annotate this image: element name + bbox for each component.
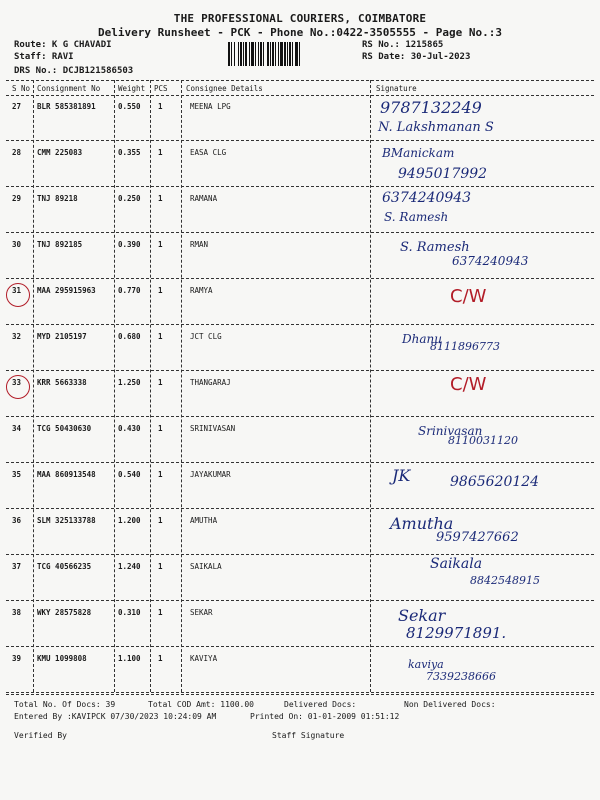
row-signature-phone: 6374240943 bbox=[452, 254, 529, 268]
row-sno: 28 bbox=[12, 148, 22, 157]
red-circle-mark bbox=[6, 283, 30, 307]
row-sno: 29 bbox=[12, 194, 22, 203]
row-weight: 1.100 bbox=[118, 654, 141, 663]
row-weight: 0.680 bbox=[118, 332, 141, 341]
row-consignment-no: WKY 28575828 bbox=[37, 608, 92, 617]
row-consignee: RMAN bbox=[190, 240, 209, 249]
row-consignment-no: TNJ 89218 bbox=[37, 194, 78, 203]
row-signature: kaviya bbox=[408, 658, 444, 671]
row-signature-phone: 9865620124 bbox=[450, 474, 540, 490]
row-sno: 35 bbox=[12, 470, 22, 479]
row-signature-phone: 7339238666 bbox=[426, 670, 496, 683]
barcode-bar bbox=[270, 42, 271, 66]
row-signature-red: C/W bbox=[450, 286, 487, 307]
row-separator bbox=[6, 508, 594, 509]
row-weight: 1.200 bbox=[118, 516, 141, 525]
barcode-bar bbox=[295, 42, 298, 66]
row-signature-phone: 9495017992 bbox=[398, 166, 488, 182]
row-consignment-no: KRR 5663338 bbox=[37, 378, 87, 387]
row-consignee: EASA CLG bbox=[190, 148, 227, 157]
row-weight: 0.550 bbox=[118, 102, 141, 111]
runsheet-subtitle: Delivery Runsheet - PCK - Phone No.:0422-3505555 - Page No.:3 bbox=[98, 26, 502, 39]
row-separator bbox=[6, 416, 594, 417]
row-separator bbox=[6, 140, 594, 141]
barcode-bar bbox=[231, 42, 232, 66]
row-consignment-no: KMU 1099808 bbox=[37, 654, 87, 663]
col-header-sno: S No bbox=[12, 84, 31, 93]
col-header-weight: Weight bbox=[118, 84, 146, 93]
barcode-bar bbox=[240, 42, 242, 66]
row-consignee: RAMANA bbox=[190, 194, 218, 203]
barcode-bar bbox=[243, 42, 244, 66]
row-signature: JK bbox=[392, 466, 411, 485]
row-pcs: 1 bbox=[158, 654, 163, 663]
barcode-bar bbox=[299, 42, 300, 66]
row-signature: Saikala bbox=[430, 556, 483, 572]
col-header-signature: Signature bbox=[376, 84, 417, 93]
row-separator bbox=[6, 232, 594, 233]
barcode-bar bbox=[263, 42, 264, 66]
row-pcs: 1 bbox=[158, 240, 163, 249]
barcode-bar bbox=[251, 42, 254, 66]
staff-label: Staff: RAVI bbox=[14, 52, 74, 62]
barcode-bar bbox=[278, 42, 279, 66]
barcode-bar bbox=[260, 42, 262, 66]
barcode-bar bbox=[258, 42, 259, 66]
row-consignee: AMUTHA bbox=[190, 516, 218, 525]
table-top-rule bbox=[6, 80, 594, 81]
row-sno: 39 bbox=[12, 654, 22, 663]
row-signature-phone: 8111896773 bbox=[430, 340, 500, 353]
row-separator bbox=[6, 370, 594, 371]
row-signature: 6374240943 bbox=[382, 190, 472, 206]
barcode-bar bbox=[272, 42, 274, 66]
row-signature: Srinivasan bbox=[418, 424, 483, 438]
row-consignee: JAYAKUMAR bbox=[190, 470, 231, 479]
barcode-bar bbox=[249, 42, 250, 66]
barcode-bar bbox=[284, 42, 286, 66]
row-consignee: SAIKALA bbox=[190, 562, 222, 571]
col-header-consignee: Consignee Details bbox=[186, 84, 263, 93]
row-weight: 0.430 bbox=[118, 424, 141, 433]
row-pcs: 1 bbox=[158, 194, 163, 203]
barcode-bar bbox=[287, 42, 288, 66]
row-sno: 34 bbox=[12, 424, 22, 433]
row-consignment-no: TCG 40566235 bbox=[37, 562, 92, 571]
row-weight: 0.250 bbox=[118, 194, 141, 203]
barcode-bar bbox=[267, 42, 269, 66]
row-signature-phone: 8129971891. bbox=[406, 624, 507, 642]
row-sno: 30 bbox=[12, 240, 22, 249]
barcode-bar bbox=[228, 42, 230, 66]
row-weight: 1.250 bbox=[118, 378, 141, 387]
row-sno: 37 bbox=[12, 562, 22, 571]
row-consignee: SEKAR bbox=[190, 608, 213, 617]
company-title: THE PROFESSIONAL COURIERS, COIMBATORE bbox=[173, 12, 427, 25]
row-separator bbox=[6, 554, 594, 555]
row-signature-phone: N. Lakshmanan S bbox=[378, 120, 494, 135]
row-consignee: KAVIYA bbox=[190, 654, 218, 663]
row-consignee: SRINIVASAN bbox=[190, 424, 236, 433]
row-pcs: 1 bbox=[158, 516, 163, 525]
barcode-bar bbox=[275, 42, 276, 66]
row-consignment-no: MAA 860913548 bbox=[37, 470, 96, 479]
row-consignment-no: CMM 225083 bbox=[37, 148, 83, 157]
row-consignee: THANGARAJ bbox=[190, 378, 231, 387]
barcode-bar bbox=[292, 42, 293, 66]
row-consignee: JCT CLG bbox=[190, 332, 222, 341]
barcode-bar bbox=[289, 42, 291, 66]
red-circle-mark bbox=[6, 375, 30, 399]
row-signature: Amutha bbox=[390, 514, 454, 533]
row-pcs: 1 bbox=[158, 378, 163, 387]
col-header-pcs: PCS bbox=[154, 84, 168, 93]
barcode-bar bbox=[234, 42, 235, 66]
row-signature-phone: 8842548915 bbox=[470, 574, 540, 587]
row-weight: 0.390 bbox=[118, 240, 141, 249]
row-signature-phone: 9597427662 bbox=[436, 530, 519, 545]
row-sno: 38 bbox=[12, 608, 22, 617]
entered-by: Entered By :KAVIPCK 07/30/2023 10:24:09 AM bbox=[14, 712, 217, 721]
non-delivered-docs: Non Delivered Docs: bbox=[404, 700, 496, 709]
row-pcs: 1 bbox=[158, 102, 163, 111]
barcode-bar bbox=[255, 42, 256, 66]
table-header-rule bbox=[6, 95, 594, 96]
row-sno: 33 bbox=[12, 378, 22, 387]
row-weight: 0.540 bbox=[118, 470, 141, 479]
row-separator bbox=[6, 692, 594, 693]
row-pcs: 1 bbox=[158, 148, 163, 157]
row-consignee: MEENA LPG bbox=[190, 102, 231, 111]
row-sno: 31 bbox=[12, 286, 22, 295]
row-pcs: 1 bbox=[158, 608, 163, 617]
printed-on: Printed On: 01-01-2009 01:51:12 bbox=[250, 712, 400, 721]
row-signature: Sekar bbox=[398, 606, 446, 625]
barcode bbox=[228, 42, 350, 66]
row-consignment-no: SLM 325133788 bbox=[37, 516, 96, 525]
row-signature-red: C/W bbox=[450, 374, 487, 395]
row-weight: 0.310 bbox=[118, 608, 141, 617]
row-consignment-no: TNJ 892185 bbox=[37, 240, 83, 249]
row-consignment-no: TCG 50430630 bbox=[37, 424, 92, 433]
row-signature-phone: 8110031120 bbox=[448, 434, 518, 447]
barcode-bar bbox=[238, 42, 239, 66]
staff-signature-label: Staff Signature bbox=[272, 731, 345, 740]
row-consignee: RAMYA bbox=[190, 286, 213, 295]
rs-date: RS Date: 30-Jul-2023 bbox=[362, 52, 471, 62]
row-separator bbox=[6, 186, 594, 187]
drs-number: DRS No.: DCJB121586503 bbox=[14, 66, 134, 76]
row-pcs: 1 bbox=[158, 470, 163, 479]
row-signature-phone: S. Ramesh bbox=[384, 210, 449, 224]
barcode-bar bbox=[245, 42, 247, 66]
row-separator bbox=[6, 324, 594, 325]
col-header-consignment: Consignment No bbox=[37, 84, 101, 93]
row-signature: 9787132249 bbox=[380, 98, 482, 117]
row-consignment-no: BLR 585381891 bbox=[37, 102, 96, 111]
row-pcs: 1 bbox=[158, 424, 163, 433]
row-separator bbox=[6, 462, 594, 463]
verified-by-label: Verified By bbox=[14, 731, 67, 740]
row-separator bbox=[6, 646, 594, 647]
row-consignment-no: MAA 295915963 bbox=[37, 286, 96, 295]
total-docs: Total No. Of Docs: 39 bbox=[14, 700, 116, 709]
row-consignment-no: MYD 2105197 bbox=[37, 332, 87, 341]
row-sno: 32 bbox=[12, 332, 22, 341]
row-pcs: 1 bbox=[158, 286, 163, 295]
row-sno: 36 bbox=[12, 516, 22, 525]
rs-number: RS No.: 1215865 bbox=[362, 40, 444, 50]
row-signature: S. Ramesh bbox=[400, 240, 470, 255]
row-separator bbox=[6, 600, 594, 601]
total-cod: Total COD Amt: 1100.00 bbox=[148, 700, 254, 709]
table-bottom-rule bbox=[6, 694, 594, 695]
barcode-bar bbox=[280, 42, 283, 66]
row-separator bbox=[6, 278, 594, 279]
row-pcs: 1 bbox=[158, 562, 163, 571]
row-pcs: 1 bbox=[158, 332, 163, 341]
row-signature: BManickam bbox=[382, 146, 455, 160]
row-signature: Dhanu bbox=[402, 332, 442, 346]
row-weight: 0.355 bbox=[118, 148, 141, 157]
row-weight: 1.240 bbox=[118, 562, 141, 571]
delivered-docs: Delivered Docs: bbox=[284, 700, 357, 709]
route-label: Route: K G CHAVADI bbox=[14, 40, 112, 50]
row-weight: 0.770 bbox=[118, 286, 141, 295]
row-sno: 27 bbox=[12, 102, 22, 111]
